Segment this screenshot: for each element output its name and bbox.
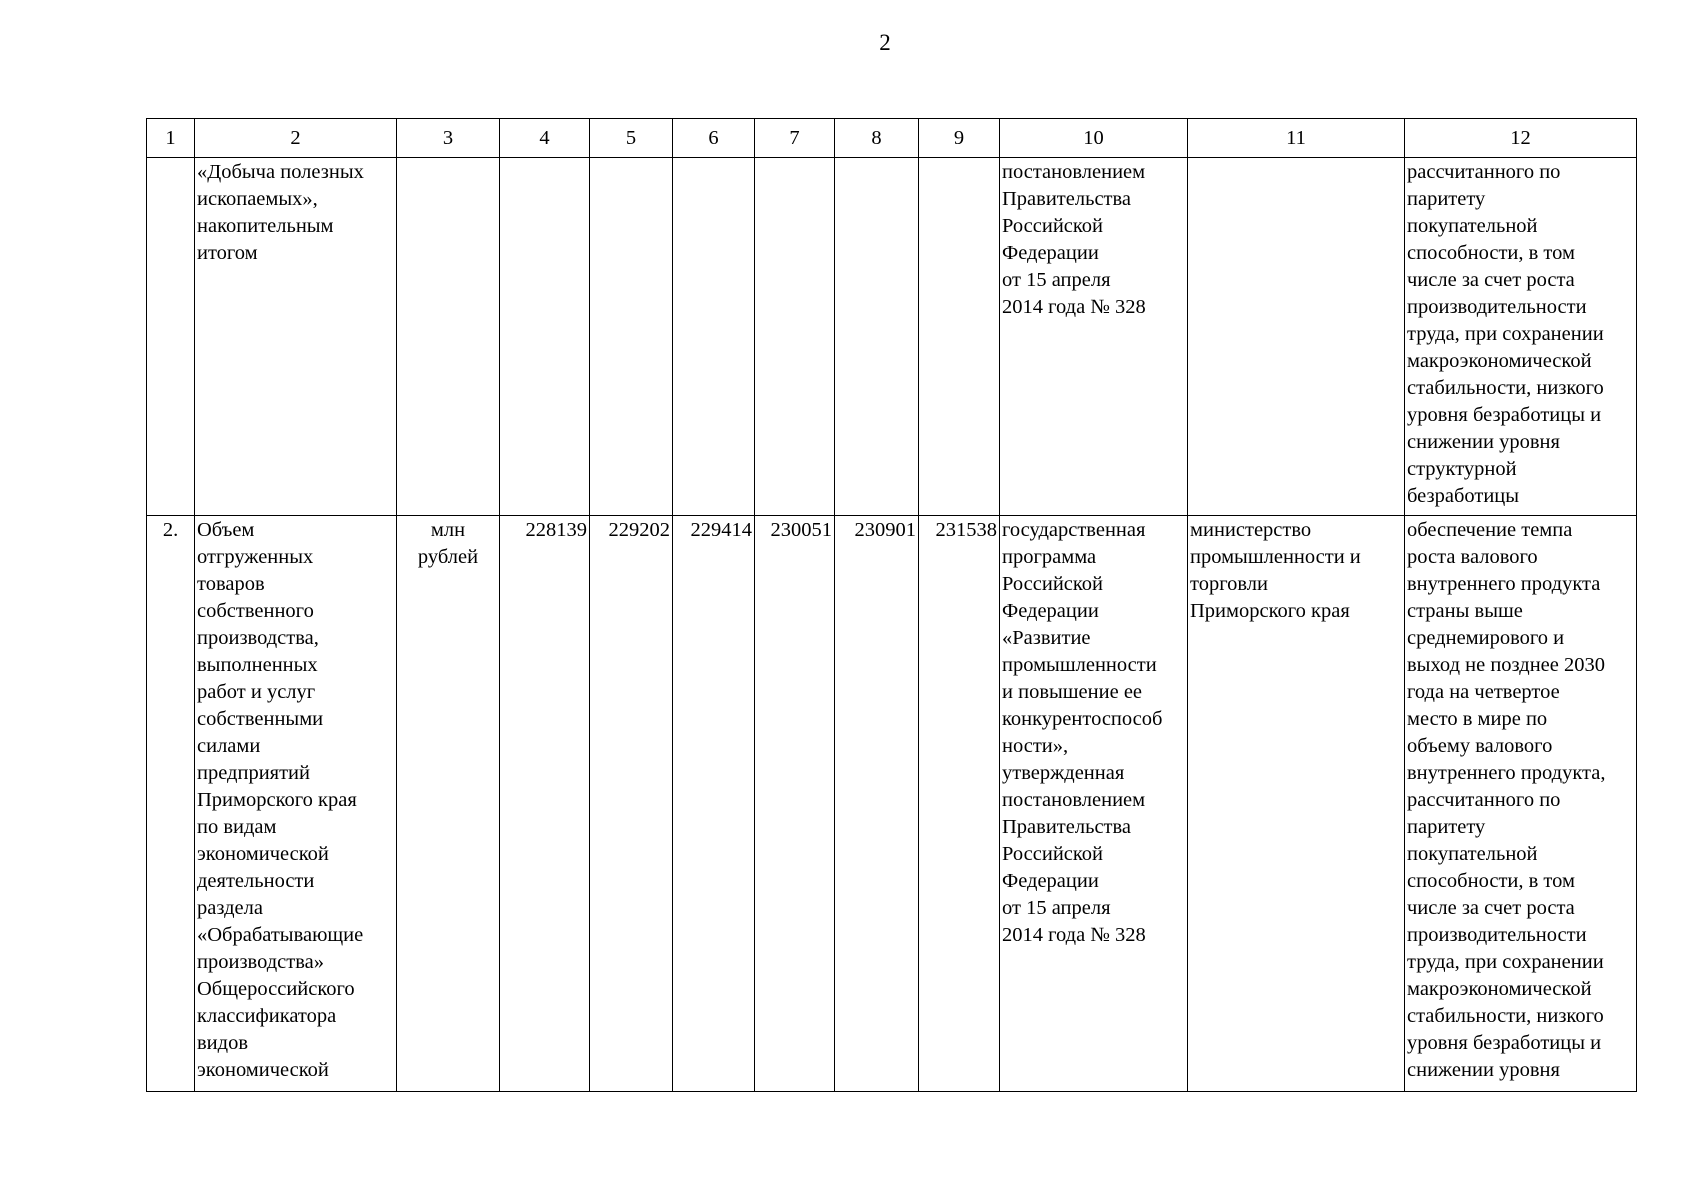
cell-text-line: внутреннего продукта [1407,573,1601,595]
cell-text-line: программа [1002,546,1097,568]
cell-text-line: Федерации [1002,242,1099,264]
cell-text-line: Объем [197,519,255,541]
cell-text-line: макроэкономической [1407,978,1592,1000]
value-col-6 [673,158,755,516]
cell-text-line: экономической [197,1059,329,1081]
cell-text-line: место в мире по [1407,708,1548,730]
header-col-8: 8 [835,119,919,158]
cell-text-line: снижении уровня [1407,431,1560,453]
cell-text-line: способности, в том [1407,870,1575,892]
cell-text-line: и повышение ее [1002,681,1143,703]
cell-text-line: числе за счет роста [1407,897,1575,919]
cell-text-line: макроэкономической [1407,350,1592,372]
cell-text-line: классификатора [197,1005,337,1027]
value-col-5: 229202 [590,516,673,1092]
cell-text-line: Федерации [1002,600,1099,622]
cell-text-line: труда, при сохранении [1407,951,1604,973]
value-col-5 [590,158,673,516]
cell-text-line: паритету [1407,816,1486,838]
cell-text-line: производительности [1407,924,1587,946]
cell-text-line: итогом [197,242,258,264]
header-col-11: 11 [1188,119,1405,158]
cell-text-line: промышленности [1002,654,1157,676]
cell-text-line: деятельности [197,870,315,892]
cell-text-line: рассчитанного по [1407,789,1561,811]
cell-text-line: года на четвертое [1407,681,1560,703]
cell-text-line: труда, при сохранении [1407,323,1604,345]
header-col-2: 2 [195,119,397,158]
cell-text-line: выход не позднее 2030 [1407,654,1606,676]
cell-text-line: собственного [197,600,314,622]
cell-text-line: «Развитие [1002,627,1091,649]
cell-text-line: производительности [1407,296,1587,318]
cell-text-line: способности, в том [1407,242,1575,264]
unit-cell [397,516,500,1092]
cell-text-line: объему валового [1407,735,1553,757]
header-col-3: 3 [397,119,500,158]
program-cell [1000,516,1188,1092]
cell-text-line: выполненных [197,654,318,676]
cell-text-line: предприятий [197,762,311,784]
cell-text-line: внутреннего продукта, [1407,762,1606,784]
cell-text-line: среднемирового и [1407,627,1565,649]
cell-text-line: Российской [1002,215,1104,237]
header-col-7: 7 [755,119,835,158]
cell-text-line: Правительства [1002,816,1132,838]
cell-text-line: ископаемых», [197,188,318,210]
cell-text-line: стабильности, низкого [1407,1005,1604,1027]
cell-text-line: «Обрабатывающие [197,924,364,946]
cell-text-line: паритету [1407,188,1486,210]
cell-text-line: покупательной [1407,843,1538,865]
cell-text-line: млн [430,519,466,541]
header-col-4: 4 [500,119,590,158]
program-cell [1000,158,1188,516]
cell-text-line: министерство [1190,519,1312,541]
cell-text-line: отгруженных [197,546,314,568]
cell-text-line: уровня безработицы и [1407,404,1602,426]
cell-text-line: раздела [197,897,263,919]
header-col-6: 6 [673,119,755,158]
cell-text-line: обеспечение темпа [1407,519,1573,541]
cell-text-line: промышленности и [1190,546,1361,568]
cell-text-line: государственная [1002,519,1146,541]
responsible-cell [1188,516,1405,1092]
cell-text-line: структурной [1407,458,1517,480]
value-col-9 [919,158,1000,516]
goal-cell [1405,158,1637,516]
cell-text-line: Приморского края [197,789,357,811]
cell-text-line: от 15 апреля [1002,269,1111,291]
goal-cell [1405,516,1637,1092]
cell-text-line: торговли [1190,573,1268,595]
value-col-8 [835,158,919,516]
cell-text-line: по видам [197,816,277,838]
value-col-4 [500,158,590,516]
cell-text-line: постановлением [1002,161,1146,183]
cell-text-line: Российской [1002,573,1104,595]
cell-text-line: производства, [197,627,319,649]
page-number: 2 [879,30,891,55]
cell-text-line: экономической [197,843,329,865]
cell-text-line: Приморского края [1190,600,1350,622]
row-number [147,158,195,516]
cell-text-line: уровня безработицы и [1407,1032,1602,1054]
cell-text-line: товаров [197,573,265,595]
cell-text-line: видов [197,1032,249,1054]
responsible-cell [1188,158,1405,516]
header-col-1: 1 [147,119,195,158]
cell-text-line: 2014 года № 328 [1002,296,1146,318]
cell-text-line: снижении уровня [1407,1059,1560,1081]
value-col-9: 231538 [919,516,1000,1092]
value-col-6: 229414 [673,516,755,1092]
cell-text-line: Российской [1002,843,1104,865]
header-col-5: 5 [590,119,673,158]
cell-text-line: производства» [197,951,324,973]
header-row [147,119,1637,158]
cell-text-line: от 15 апреля [1002,897,1111,919]
cell-text-line: рублей [417,546,479,568]
indicators-table [146,118,1637,1092]
row-number: 2. [147,516,195,1092]
cell-text-line: рассчитанного по [1407,161,1561,183]
value-col-7 [755,158,835,516]
cell-text-line: накопительным [197,215,334,237]
table-row [147,516,1637,1092]
value-col-7: 230051 [755,516,835,1092]
table-row [147,158,1637,516]
cell-text-line: покупательной [1407,215,1538,237]
cell-text-line: постановлением [1002,789,1146,811]
cell-text-line: Общероссийского [197,978,355,1000]
cell-text-line: безработицы [1407,485,1520,507]
value-col-8: 230901 [835,516,919,1092]
cell-text-line: собственными [197,708,324,730]
cell-text-line: силами [197,735,261,757]
cell-text-line: числе за счет роста [1407,269,1575,291]
cell-text-line: работ и услуг [197,681,316,703]
cell-text-line: 2014 года № 328 [1002,924,1146,946]
cell-text-line: стабильности, низкого [1407,377,1604,399]
header-col-10: 10 [1000,119,1188,158]
header-col-12: 12 [1405,119,1637,158]
indicator-name [195,158,397,516]
value-col-4: 228139 [500,516,590,1092]
cell-text-line: конкурентоспособ [1002,708,1163,730]
cell-text-line: ности», [1002,735,1069,757]
header-col-9: 9 [919,119,1000,158]
indicator-name [195,516,397,1092]
cell-text-line: страны выше [1407,600,1523,622]
cell-text-line: Правительства [1002,188,1132,210]
cell-text-line: Федерации [1002,870,1099,892]
unit-cell [397,158,500,516]
cell-text-line: «Добыча полезных [197,161,364,183]
cell-text-line: утвержденная [1002,762,1125,784]
cell-text-line: роста валового [1407,546,1538,568]
